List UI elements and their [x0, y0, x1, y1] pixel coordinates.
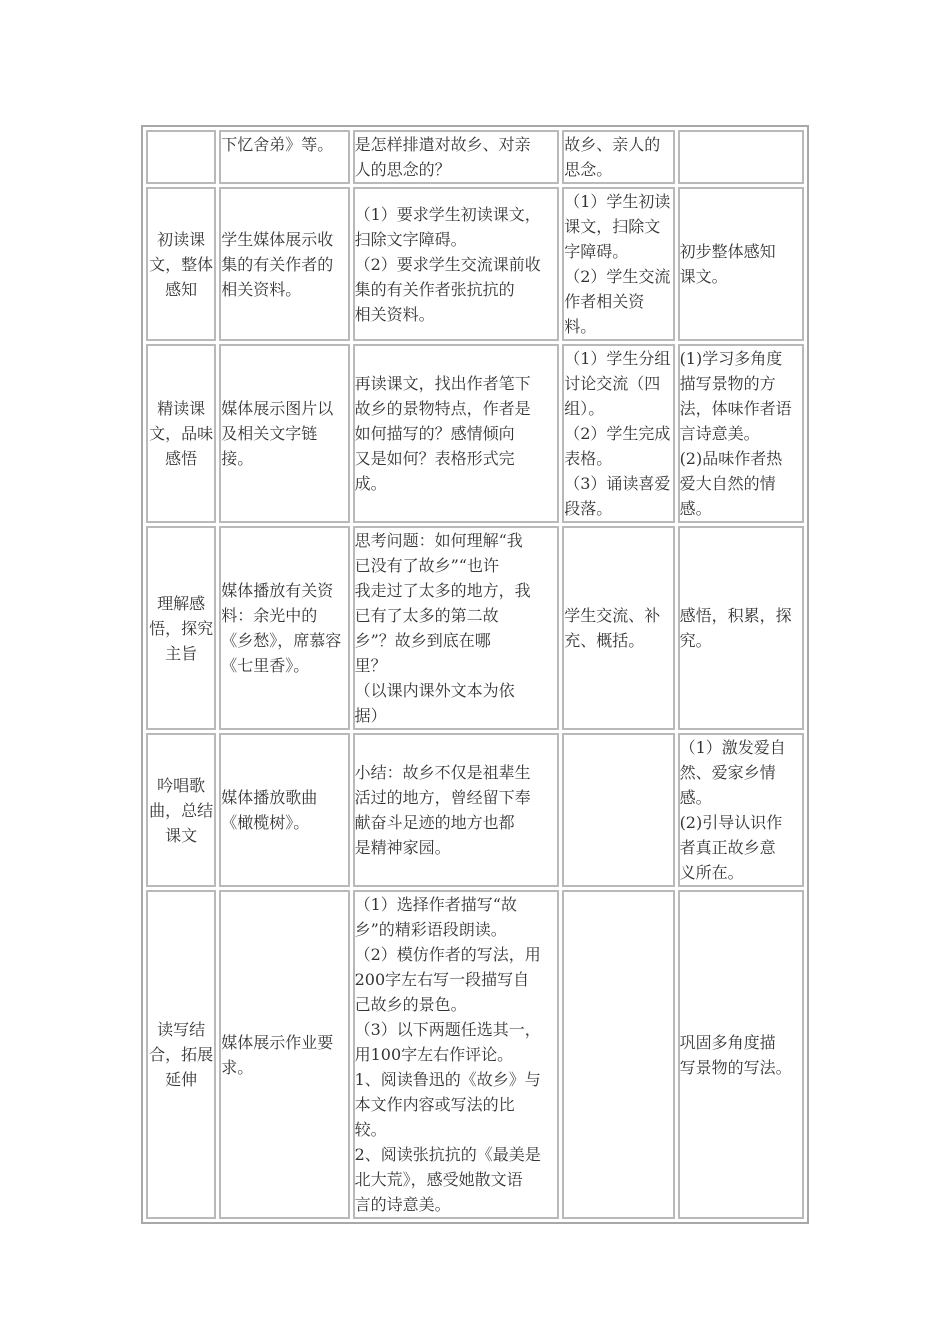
- cell-text-line: 料：余光中的: [221, 606, 318, 625]
- cell-text-line: 感知: [165, 279, 198, 299]
- stage-cell: [146, 130, 216, 184]
- cell-text-line: (1)学习多角度: [679, 349, 783, 368]
- cell-text-line: 已有了太多的第二故: [354, 606, 499, 625]
- cell-text-line: 求。: [221, 1057, 254, 1077]
- cell-text-line: 言的诗意美。: [354, 1195, 451, 1214]
- cell-text-line: 文，品味: [149, 424, 214, 443]
- cell-text-line: 及相关文字链: [221, 424, 318, 443]
- cell-text-line: 悟，探究: [149, 618, 214, 638]
- cell-text-line: 《橄榄树》。: [221, 813, 310, 832]
- student-activity-cell: [562, 344, 674, 523]
- cell-text-line: 北大荒》，感受她散文语: [354, 1170, 523, 1189]
- cell-text-line: 写景物的写法。: [679, 1057, 792, 1077]
- teacher-activity-cell: [353, 890, 560, 1219]
- cell-text-line: 初步整体感知: [679, 242, 776, 261]
- cell-text-line: 又是如何？表格形式完: [354, 449, 515, 468]
- cell-text-line: 思念。: [564, 160, 613, 179]
- cell-text-line: （2）学生完成: [564, 424, 671, 443]
- stage-cell: [146, 344, 216, 523]
- cell-text-line: （以课内课外文本为依: [354, 681, 515, 700]
- cell-text-line: 《七里香》。: [221, 656, 310, 675]
- cell-text-line: 扫除文字障碍。: [354, 229, 467, 249]
- media-cell: [219, 130, 349, 184]
- cell-text-line: 作者相关资: [564, 292, 645, 311]
- table-row: [146, 344, 804, 523]
- cell-text-line: 相关资料。: [354, 304, 435, 324]
- cell-text-line: 学生媒体展示收: [221, 229, 334, 249]
- cell-text-line: 课文: [165, 825, 198, 845]
- table-row: [146, 187, 804, 341]
- cell-text-line: （1）要求学生初读课文，: [354, 204, 541, 224]
- cell-text-line: 课文，扫除文: [564, 217, 661, 236]
- stage-cell: [146, 526, 216, 730]
- cell-text-line: 媒体展示图片以: [221, 399, 334, 418]
- cell-text-line: 本文作内容或写法的比: [354, 1095, 515, 1114]
- cell-text-line: 思考问题：如何理解“我: [354, 531, 523, 550]
- cell-text-line: 较。: [354, 1120, 387, 1139]
- cell-text-line: 表格。: [564, 449, 613, 468]
- lesson-plan-table: [141, 125, 809, 1224]
- media-cell: [219, 890, 349, 1219]
- design-intent-cell: [678, 526, 804, 730]
- cell-text-line: 义所在。: [679, 863, 744, 882]
- table-row: [146, 130, 804, 184]
- cell-text-line: （2）学生交流: [564, 267, 671, 286]
- cell-text-line: 集的有关作者的: [221, 254, 334, 274]
- cell-text-line: （1）学生初读: [564, 192, 671, 211]
- cell-text-line: 理解感: [157, 593, 206, 613]
- cell-text-line: 故乡、亲人的: [564, 135, 661, 154]
- cell-text-line: 感。: [679, 788, 712, 807]
- cell-text-line: 人的思念的？: [354, 160, 451, 179]
- cell-text-line: 巩固多角度描: [679, 1032, 776, 1052]
- table-body: [146, 130, 804, 1219]
- stage-cell: [146, 187, 216, 341]
- student-activity-cell: [562, 526, 674, 730]
- cell-text-line: 组）。: [564, 399, 605, 418]
- cell-text-line: 初读课: [157, 229, 206, 249]
- cell-text-line: （1）选择作者描写“故: [354, 895, 517, 914]
- cell-text-line: 者真正故乡意: [679, 838, 776, 857]
- cell-text-line: 里？: [354, 656, 387, 675]
- table-row: [146, 733, 804, 887]
- stage-cell: [146, 733, 216, 887]
- student-activity-cell: [562, 890, 674, 1219]
- design-intent-cell: [678, 890, 804, 1219]
- cell-text-line: 感悟: [165, 449, 198, 468]
- cell-text-line: 用100字左右作评论。: [354, 1045, 514, 1064]
- teacher-activity-cell: [353, 187, 560, 341]
- teacher-activity-cell: [353, 130, 560, 184]
- cell-text-line: 如何描写的？感情倾向: [354, 424, 515, 443]
- cell-text-line: 媒体展示作业要: [221, 1032, 334, 1052]
- cell-text-line: 段落。: [564, 499, 613, 518]
- cell-text-line: （3）诵读喜爱: [564, 474, 671, 493]
- cell-text-line: 法，体味作者语: [679, 399, 792, 418]
- media-cell: [219, 344, 349, 523]
- cell-text-line: 然、爱家乡情: [679, 763, 776, 782]
- media-cell: [219, 526, 349, 730]
- cell-text-line: 再读课文，找出作者笔下: [354, 374, 531, 393]
- cell-text-line: 乡”的精彩语段朗读。: [354, 920, 507, 939]
- cell-text-line: 我走过了太多的地方，我: [354, 581, 531, 600]
- design-intent-cell: [678, 187, 804, 341]
- cell-text-line: 爱大自然的情: [679, 474, 776, 493]
- stage-cell: [146, 890, 216, 1219]
- cell-text-line: 献奋斗足迹的地方也都: [354, 813, 515, 832]
- cell-text-line: 已没有了故乡”“也许: [354, 556, 499, 575]
- design-intent-cell: [678, 344, 804, 523]
- cell-text-line: 小结：故乡不仅是祖辈生: [354, 763, 531, 782]
- student-activity-cell: [562, 130, 674, 184]
- cell-text-line: 下忆舍弟》等。: [221, 135, 334, 154]
- design-intent-cell: [678, 733, 804, 887]
- cell-text-line: 据）: [354, 706, 387, 725]
- cell-text-line: 主旨: [165, 643, 198, 663]
- cell-text-line: 课文。: [679, 267, 728, 286]
- cell-text-line: 相关资料。: [221, 279, 302, 299]
- cell-text-line: 吟唱歌: [157, 775, 206, 795]
- cell-text-line: 字障碍。: [564, 242, 629, 261]
- teacher-activity-cell: [353, 344, 560, 523]
- cell-text-line: 料。: [564, 317, 597, 336]
- media-cell: [219, 733, 349, 887]
- cell-text-line: 媒体播放有关资: [221, 581, 334, 600]
- student-activity-cell: [562, 187, 674, 341]
- cell-text-line: 描写景物的方: [679, 374, 776, 393]
- cell-text-line: 言诗意美。: [679, 424, 760, 443]
- cell-text-line: 《乡愁》，席慕容: [221, 631, 342, 650]
- cell-text-line: (2)品味作者热: [679, 449, 783, 468]
- cell-text-line: （2）模仿作者的写法，用: [354, 945, 541, 964]
- cell-text-line: 究。: [679, 631, 712, 650]
- cell-text-line: 精读课: [157, 399, 206, 418]
- media-cell: [219, 187, 349, 341]
- teacher-activity-cell: [353, 526, 560, 730]
- table-row: [146, 890, 804, 1219]
- cell-text-line: 乡”？故乡到底在哪: [354, 631, 491, 650]
- cell-text-line: 读写结: [157, 1020, 206, 1039]
- table-row: [146, 526, 804, 730]
- cell-text-line: 媒体播放歌曲: [221, 788, 318, 807]
- cell-text-line: 学生交流、补: [564, 606, 661, 625]
- cell-text-line: 感悟，积累，探: [679, 606, 792, 625]
- cell-text-line: 曲，总结: [149, 800, 214, 820]
- cell-text-line: （1）激发爱自: [679, 738, 786, 757]
- cell-text-line: （3）以下两题任选其一，: [354, 1020, 541, 1039]
- cell-text-line: 2、阅读张抗抗的《最美是: [354, 1145, 541, 1164]
- cell-text-line: （1）学生分组: [564, 349, 671, 368]
- cell-text-line: (2)引导认识作: [679, 813, 783, 832]
- cell-text-line: 活过的地方，曾经留下奉: [354, 788, 531, 807]
- cell-text-line: 延伸: [165, 1070, 198, 1089]
- cell-text-line: 成。: [354, 474, 387, 493]
- cell-text-line: 感。: [679, 499, 712, 518]
- cell-text-line: 故乡的景物特点，作者是: [354, 399, 531, 418]
- cell-text-line: 1、阅读鲁迅的《故乡》与: [354, 1070, 541, 1089]
- design-intent-cell: [678, 130, 804, 184]
- cell-text-line: 充、概括。: [564, 631, 645, 650]
- student-activity-cell: [562, 733, 674, 887]
- cell-text-line: 200字左右写一段描写自: [354, 970, 530, 989]
- cell-text-line: 讨论交流（四: [564, 374, 661, 393]
- teacher-activity-cell: [353, 733, 560, 887]
- cell-text-line: 合，拓展: [149, 1045, 214, 1064]
- cell-text-line: （2）要求学生交流课前收: [354, 254, 541, 274]
- cell-text-line: 接。: [221, 449, 254, 468]
- cell-text-line: 文，整体: [149, 254, 214, 274]
- cell-text-line: 己故乡的景色。: [354, 995, 467, 1014]
- cell-text-line: 集的有关作者张抗抗的: [354, 279, 515, 299]
- cell-text-line: 是怎样排遣对故乡、对亲: [354, 135, 531, 154]
- cell-text-line: 是精神家园。: [354, 838, 451, 857]
